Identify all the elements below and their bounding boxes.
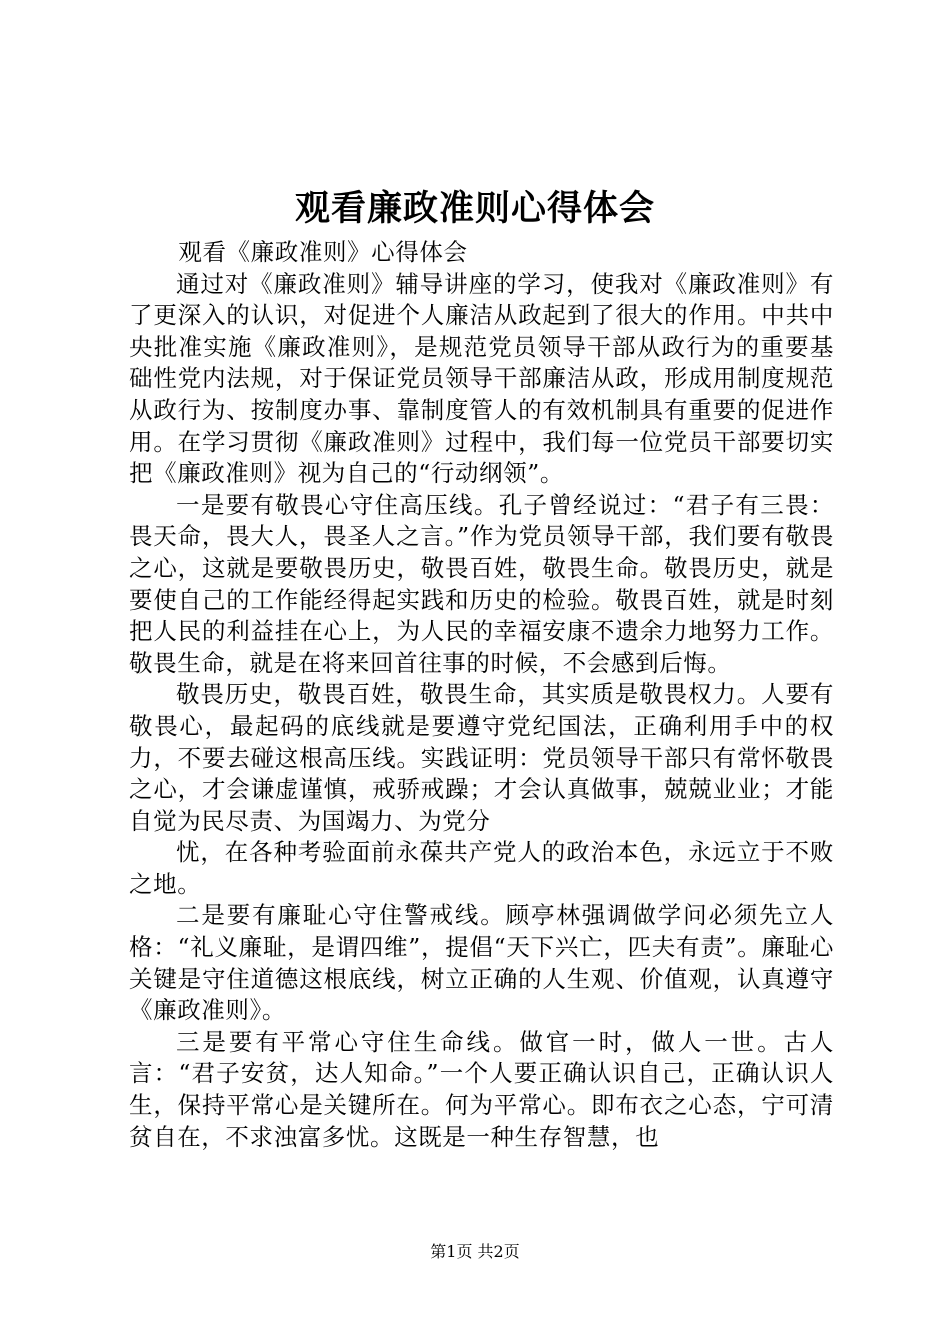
paragraph-point-one-end: 忧，在各种考验面前永葆共产党人的政治本色，永远立于不败之地。 [129, 838, 834, 898]
paragraph-intro: 通过对《廉政准则》辅导讲座的学习，使我对《廉政准则》有了更深入的认识，对促进个人廉洁从政起到了很大的作用。中共中央批准实施《廉政准则》，是规范党员领导干部从政行为的重要基础性党内法规，对于保证党员领导干部廉洁从政，形成用制度规范从政行为、按制度办事、靠制度管人的有效机制具有重要的促进作用。在学习贯彻《廉政准则》过程中，我们每一位党员干部要切实把《廉政准则》视为自己的“行动纲领”。 [129, 269, 834, 488]
paragraph-subtitle: 观看《廉政准则》心得体会 [178, 238, 468, 266]
document-title: 观看廉政准则心得体会 [294, 188, 655, 229]
paragraph-point-three: 三是要有平常心守住生命线。做官一时，做人一世。古人言：“君子安贫，达人知命。”一个人要正确认识自己，正确认识人生，保持平常心是关键所在。何为平常心。即布衣之心态，宁可清贫自在，不求浊富多忧。这既是一种生存智慧，也 [129, 1027, 834, 1151]
page-number-footer: 第1页 共2页 [430, 1242, 520, 1261]
paragraph-point-one-continued: 敬畏历史，敬畏百姓，敬畏生命，其实质是敬畏权力。人要有敬畏心，最起码的底线就是要遵守党纪国法，正确利用手中的权力，不要去碰这根高压线。实践证明：党员领导干部只有常怀敬畏之心，才会谦虚谨慎，戒骄戒躁；才会认真做事，兢兢业业；才能自觉为民尽责、为国竭力、为党分 [129, 680, 834, 835]
paragraph-point-one: 一是要有敬畏心守住高压线。孔子曾经说过：“君子有三畏：畏天命，畏大人，畏圣人之言。”作为党员领导干部，我们要有敬畏之心，这就是要敬畏历史，敬畏百姓，敬畏生命。敬畏历史，就是要使自己的工作能经得起实践和历史的检验。敬畏百姓，就是时刻把人民的利益挂在心上，为人民的幸福安康不遗余力地努力工作。敬畏生命，就是在将来回首往事的时候，不会感到后悔。 [129, 490, 834, 677]
paragraph-point-two: 二是要有廉耻心守住警戒线。顾亭林强调做学问必须先立人格：“礼义廉耻，是谓四维”，提倡“天下兴亡，匹夫有责”。廉耻心关键是守住道德这根底线，树立正确的人生观、价值观，认真遵守《廉政准则》。 [129, 901, 834, 1025]
document-body [129, 237, 834, 1153]
